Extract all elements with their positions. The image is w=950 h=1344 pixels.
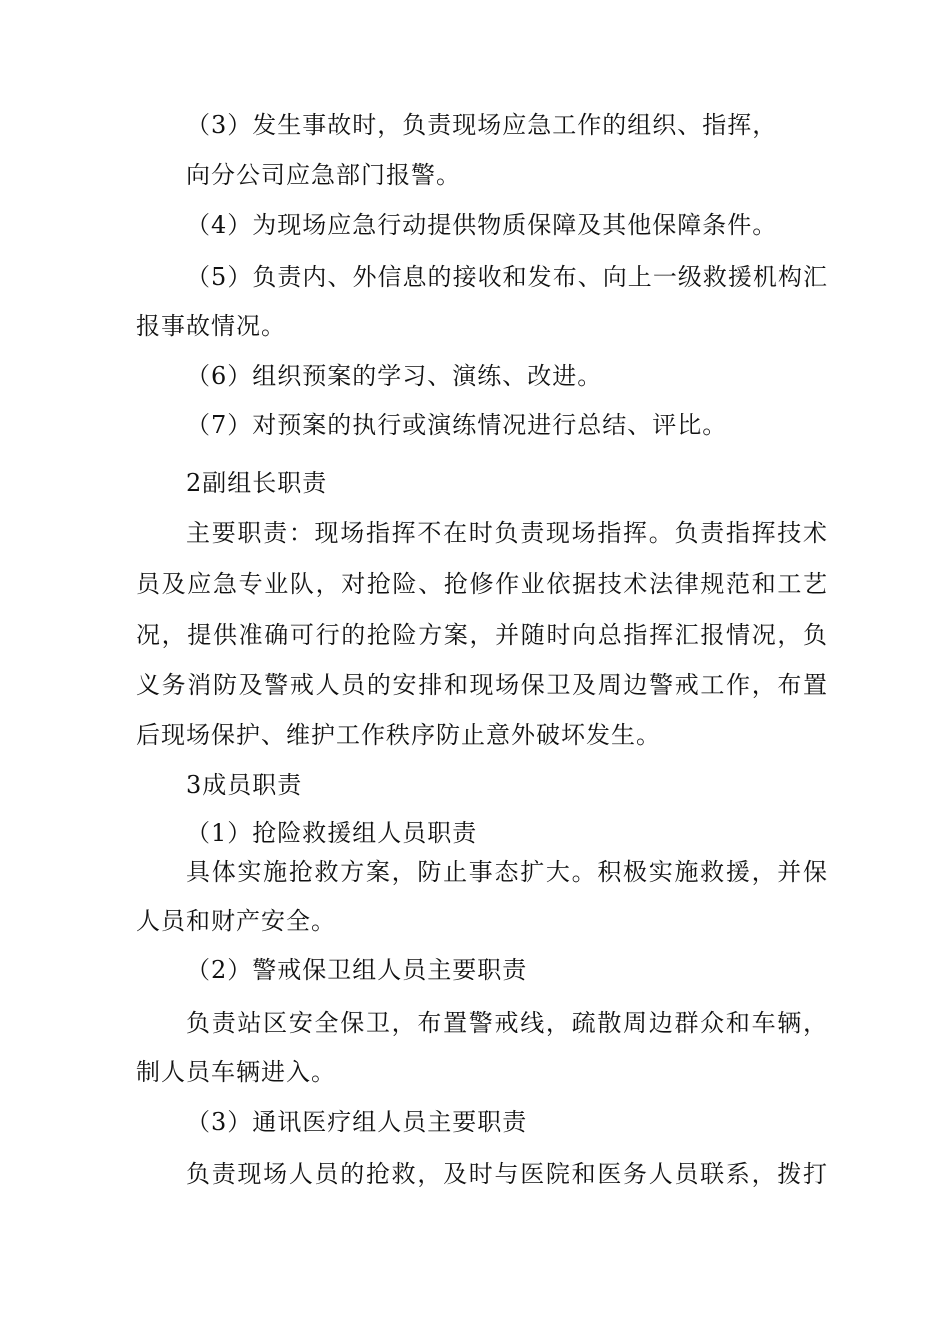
paragraph-line: 负责现场人员的抢救，及时与医院和医务人员联系，拨打 bbox=[186, 1160, 828, 1188]
paragraph-line: 义务消防及警戒人员的安排和现场保卫及周边警戒工作，布置 bbox=[136, 671, 828, 699]
section-heading: 3成员职责 bbox=[186, 771, 303, 799]
paragraph-line: 人员和财产安全。 bbox=[136, 907, 336, 935]
paragraph-line: 负责站区安全保卫，布置警戒线，疏散周边群众和车辆， bbox=[186, 1009, 828, 1037]
paragraph-line: 主要职责：现场指挥不在时负责现场指挥。负责指挥技术 bbox=[186, 519, 828, 547]
paragraph-line: （3）发生事故时，负责现场应急工作的组织、指挥， bbox=[186, 111, 778, 139]
paragraph-line: 况，提供准确可行的抢险方案，并随时向总指挥汇报情况，负 bbox=[136, 621, 828, 649]
paragraph-line: 报事故情况。 bbox=[136, 312, 286, 340]
paragraph-line: （1）抢险救援组人员职责 bbox=[186, 819, 478, 847]
paragraph-line: 后现场保护、维护工作秩序防止意外破坏发生。 bbox=[136, 721, 661, 749]
paragraph-line: （2）警戒保卫组人员主要职责 bbox=[186, 956, 528, 984]
paragraph-line: （7）对预案的执行或演练情况进行总结、评比。 bbox=[186, 411, 728, 439]
paragraph-line: （5）负责内、外信息的接收和发布、向上一级救援机构汇 bbox=[186, 263, 828, 291]
paragraph-line: 具体实施抢救方案，防止事态扩大。积极实施救援，并保 bbox=[186, 858, 828, 886]
paragraph-line: （6）组织预案的学习、演练、改进。 bbox=[186, 362, 603, 390]
paragraph-line: 员及应急专业队，对抢险、抢修作业依据技术法律规范和工艺 bbox=[136, 570, 828, 598]
paragraph-line: （3）通讯医疗组人员主要职责 bbox=[186, 1108, 528, 1136]
paragraph-line: （4）为现场应急行动提供物质保障及其他保障条件。 bbox=[186, 211, 778, 239]
paragraph-line: 制人员车辆进入。 bbox=[136, 1058, 336, 1086]
section-heading: 2副组长职责 bbox=[186, 469, 328, 497]
paragraph-line: 向分公司应急部门报警。 bbox=[186, 161, 461, 189]
